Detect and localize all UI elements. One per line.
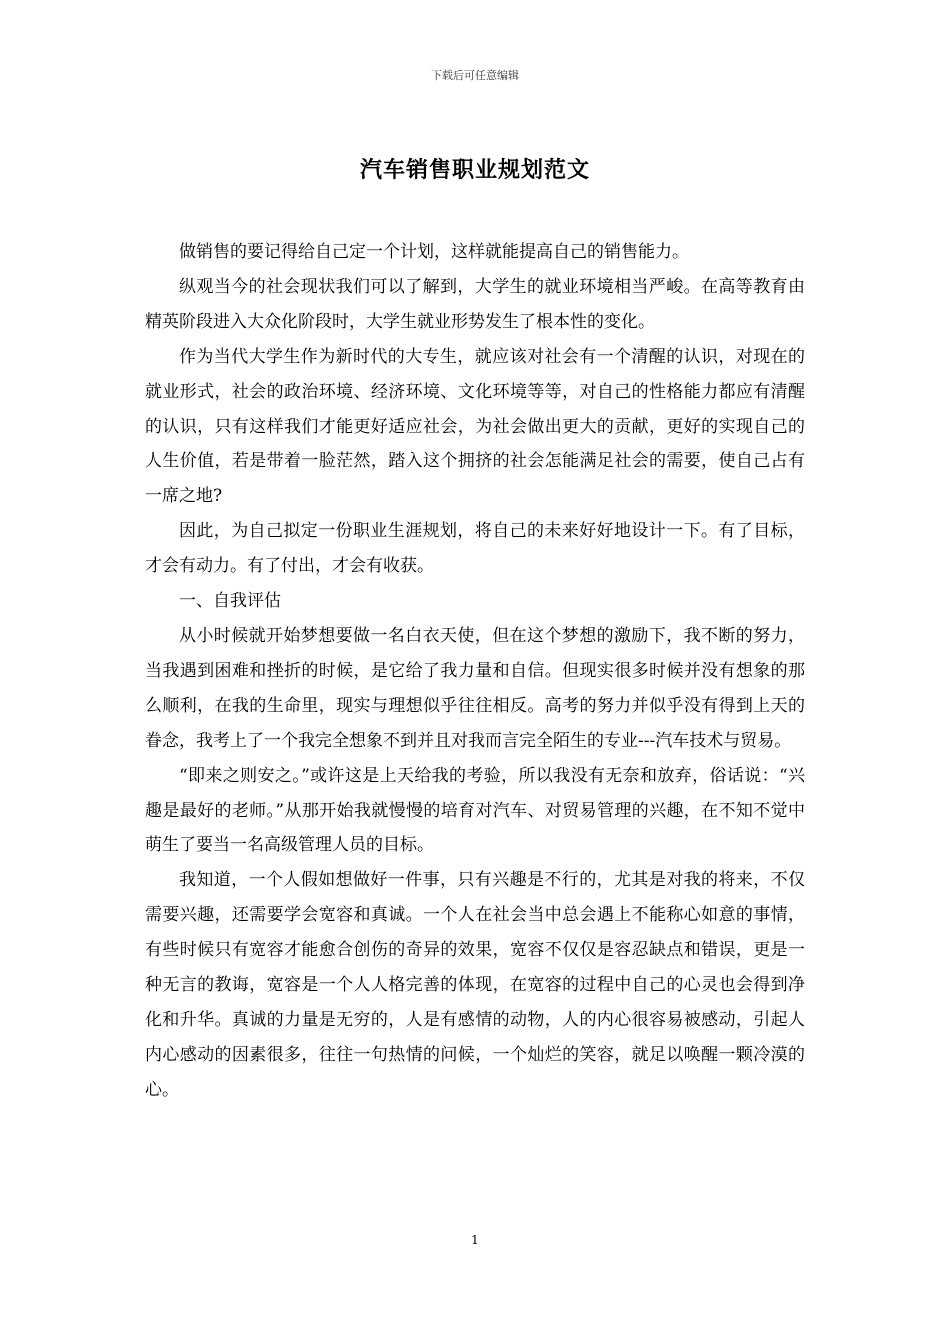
paragraph: 我知道，一个人假如想做好一件事，只有兴趣是不行的，尤其是对我的将来，不仅需要兴趣，还需要学会宽容和真诚。一个人在社会当中总会遇上不能称心如意的事情，有些时候只有宽容才能愈合创伤的奇异的效果，宽容不仅仅是容忍缺点和错误，更是一种无言的教诲，宽容是一个人人格完善的体现，在宽容的过程中自己的心灵也会得到净化和升华。真诚的力量是无穷的，人是有感情的动物，人的内心很容易被感动，引起人内心感动的因素很多，往往一句热情的问候，一个灿烂的笑容，就足以唤醒一颗冷漠的心。 (145, 870, 805, 1100)
section-heading: 一、自我评估 (179, 591, 281, 612)
document-body (145, 235, 805, 1108)
paragraph: 因此，为自己拟定一份职业生涯规划，将自己的未来好好地设计一下。有了目标，才会有动力。有了付出，才会有收获。 (145, 521, 805, 577)
paragraph: 从小时候就开始梦想要做一名白衣天使，但在这个梦想的激励下，我不断的努力，当我遇到困难和挫折的时候，是它给了我力量和自信。但现实很多时候并没有想象的那么顺利，在我的生命里，现实与理想似乎往往相反。高考的努力并似乎没有得到上天的眷念，我考上了一个我完全想象不到并且对我而言完全陌生的专业---汽车技术与贸易。 (145, 625, 805, 751)
page-number: 1 (471, 1233, 479, 1247)
header-note: 下载后可任意编辑 (431, 69, 519, 82)
paragraph: 做销售的要记得给自己定一个计划，这样就能提高自己的销售能力。 (179, 242, 689, 262)
paragraph: “即来之则安之。”或许这是上天给我的考验，所以我没有无奈和放弃，俗话说：“兴趣是最好的老师。”从那开始我就慢慢的培育对汽车、对贸易管理的兴趣，在不知不觉中萌生了要当一名高级管理人员的目标。 (145, 765, 805, 856)
document-title: 汽车销售职业规划范文 (359, 157, 590, 183)
paragraph: 作为当代大学生作为新时代的大专生，就应该对社会有一个清醒的认识，对现在的就业形式，社会的政治环境、经济环境、文化环境等等，对自己的性格能力都应有清醒的认识，只有这样我们才能更好适应社会，为社会做出更大的贡献，更好的实现自己的人生价值，若是带着一脸茫然，踏入这个拥挤的社会怎能满足社会的需要，使自己占有一席之地? (145, 346, 805, 507)
paragraph: 纵观当今的社会现状我们可以了解到，大学生的就业环境相当严峻。在高等教育由精英阶段进入大众化阶段时，大学生就业形势发生了根本性的变化。 (145, 276, 805, 332)
